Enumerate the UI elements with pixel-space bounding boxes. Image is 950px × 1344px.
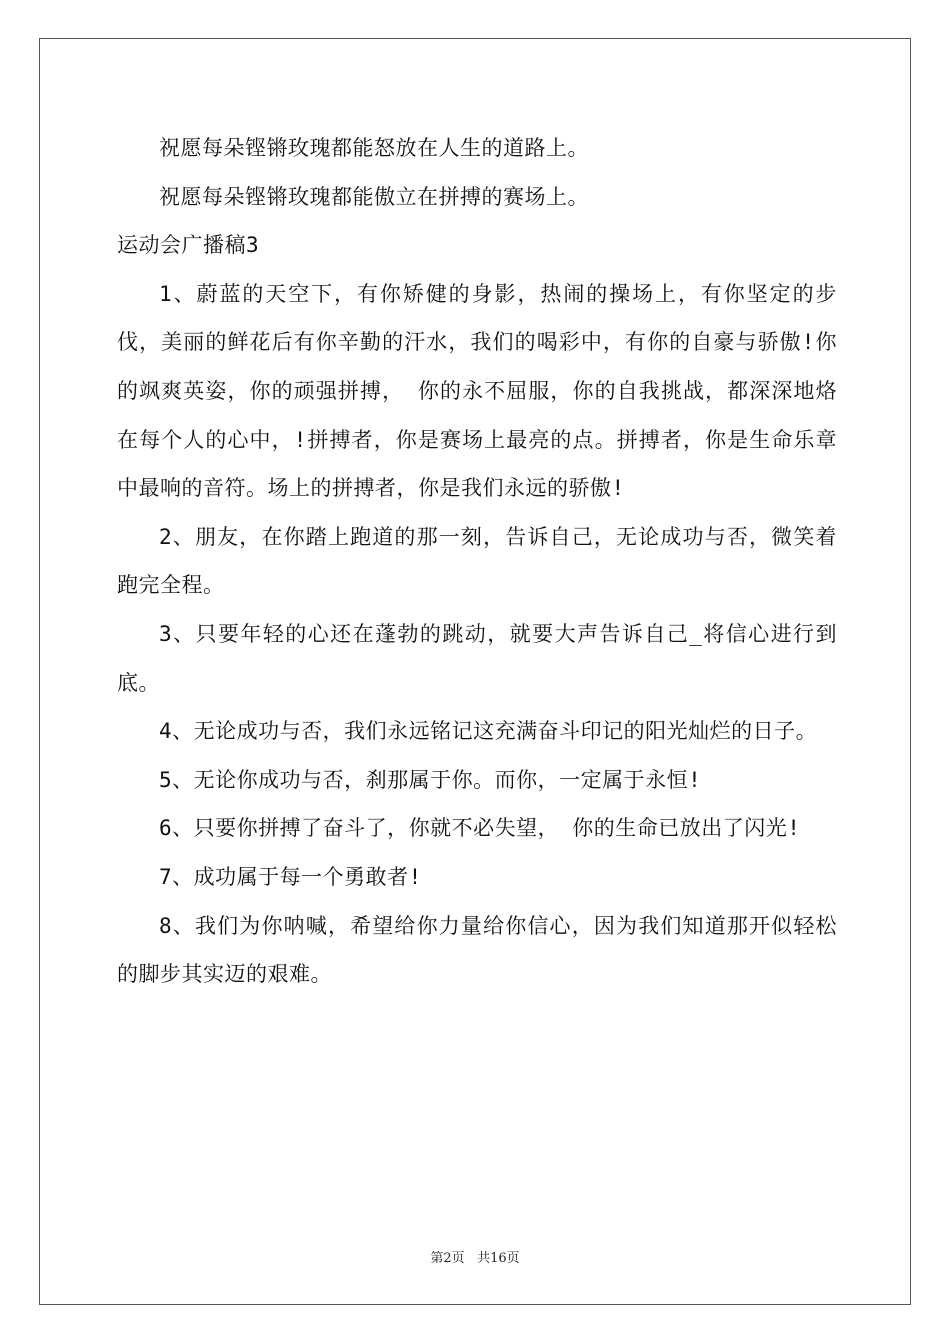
page-total: 共16页 bbox=[477, 1251, 520, 1266]
list-item: 3、只要年轻的心还在蓬勃的跳动，就要大声告诉自己_将信心进行到底。 bbox=[117, 621, 837, 695]
list-item: 8、我们为你呐喊，希望给你力量给你信心，因为我们知道那开似轻松的脚步其实迈的艰难。 bbox=[117, 913, 837, 987]
list-item: 6、只要你拼搏了奋斗了，你就不必失望， 你的生命已放出了闪光! bbox=[159, 816, 801, 841]
section-title: 运动会广播稿3 bbox=[117, 233, 260, 258]
list-item: 2、朋友，在你踏上跑道的那一刻，告诉自己，无论成功与否，微笑着跑完全程。 bbox=[117, 524, 837, 598]
page-footer bbox=[0, 1247, 950, 1266]
paragraph: 祝愿每朵铿锵玫瑰都能傲立在拼搏的赛场上。 bbox=[159, 184, 589, 209]
paragraph: 祝愿每朵铿锵玫瑰都能怒放在人生的道路上。 bbox=[159, 136, 589, 160]
list-item: 1、蔚蓝的天空下，有你矫健的身影，热闹的操场上，有你坚定的步伐，美丽的鲜花后有你辛勤的汗水，我们的喝彩中，有你的自豪与骄傲!你的飒爽英姿，你的顽强拼搏， 你的永不屈服，你的自我挑战，都深深地烙在每个人的心中，!拼搏者，你是赛场上最亮的点。拼搏者，你是生命乐章中最响的音符。场上的拼搏者，你是我们永远的骄傲! bbox=[117, 281, 837, 501]
page-number: 第2页 bbox=[430, 1251, 465, 1266]
document-body bbox=[117, 124, 837, 999]
list-item: 7、成功属于每一个勇敢者! bbox=[159, 864, 422, 889]
list-item: 4、无论成功与否，我们永远铭记这充满奋斗印记的阳光灿烂的日子。 bbox=[159, 719, 818, 744]
list-item: 5、无论你成功与否，刹那属于你。而你，一定属于永恒! bbox=[159, 767, 702, 792]
